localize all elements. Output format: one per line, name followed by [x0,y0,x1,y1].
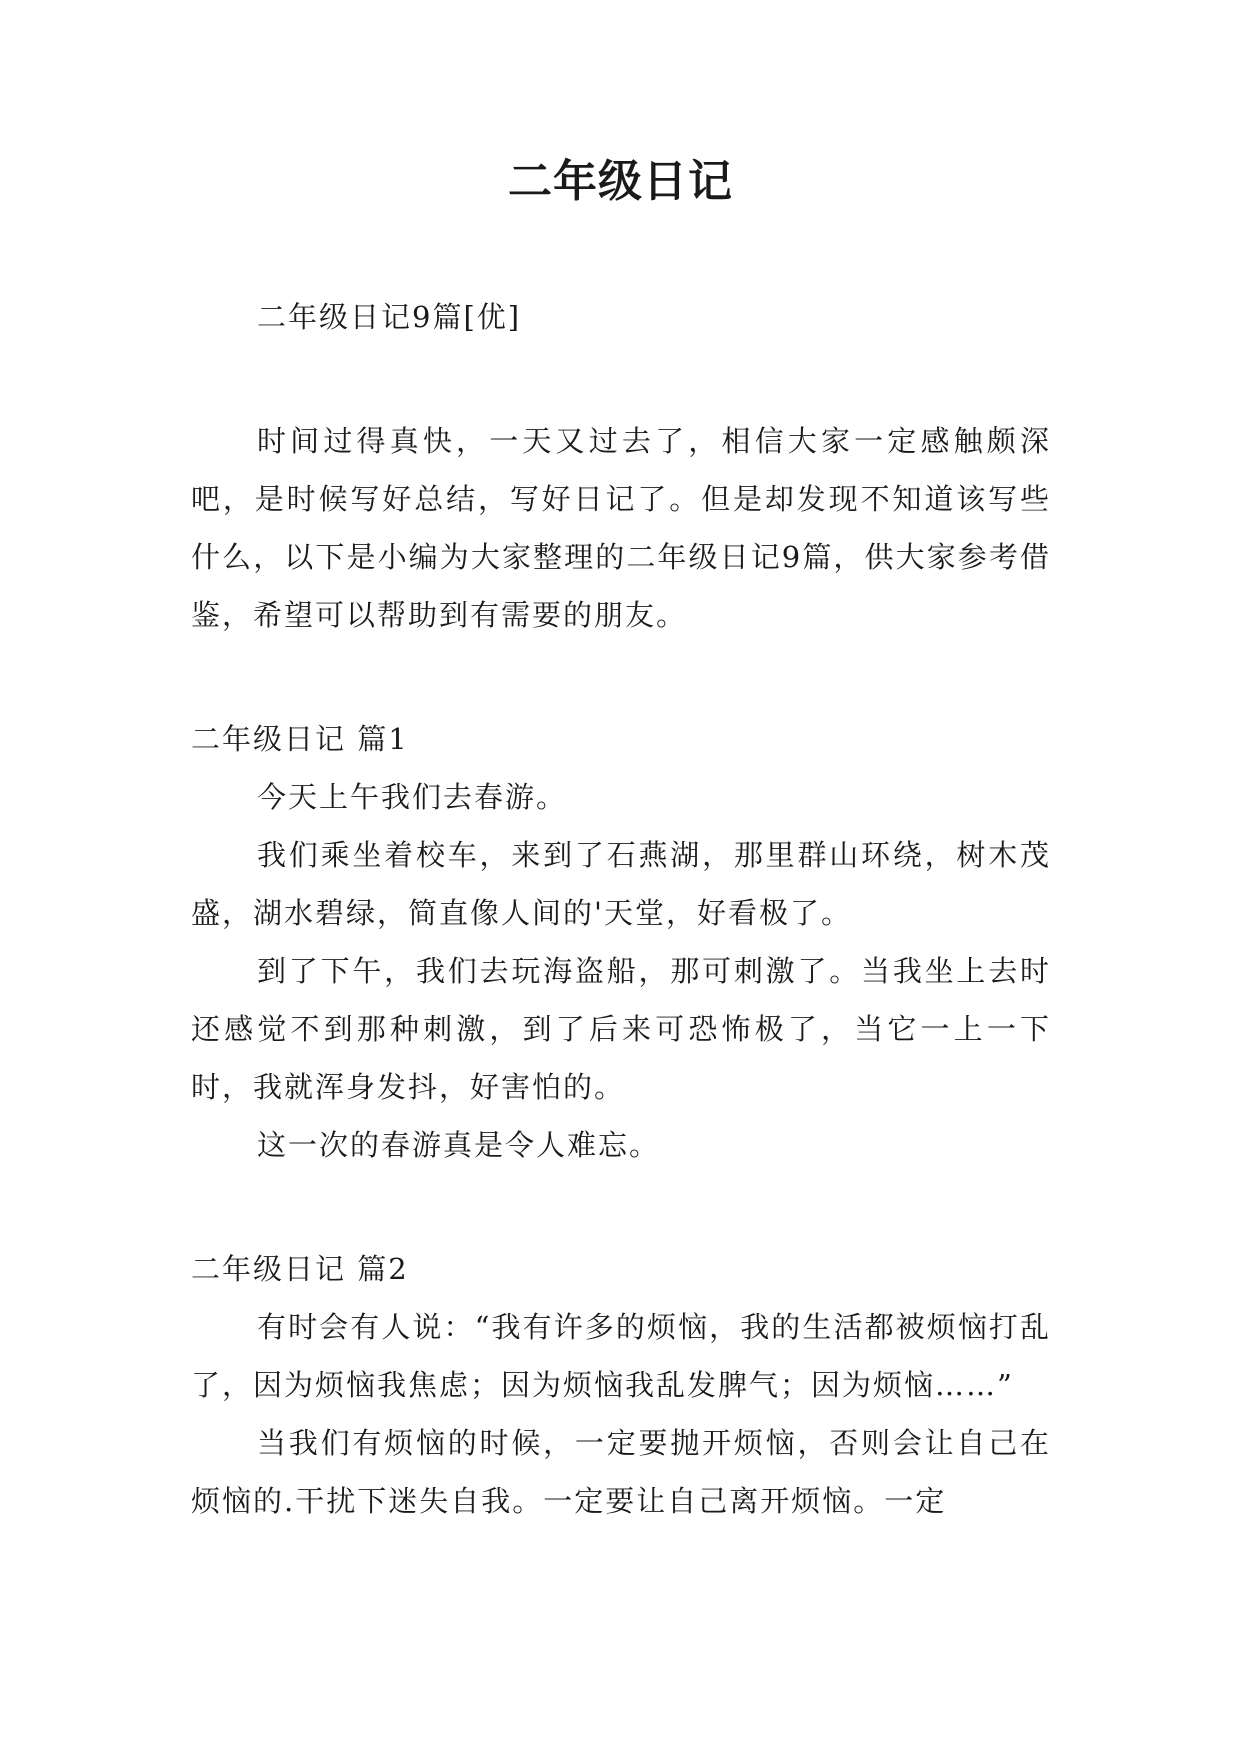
section-paragraph: 到了下午，我们去玩海盗船，那可刺激了。当我坐上去时还感觉不到那种刺激，到了后来可恐怖极了，当它一上一下时，我就浑身发抖，好害怕的。 [191,954,1051,1104]
section-paragraph: 当我们有烦恼的时候，一定要抛开烦恼，否则会让自己在烦恼的.干扰下迷失自我。一定要让自己离开烦恼。一定 [191,1426,1051,1518]
diary-section-1 [191,710,1051,1174]
section-paragraph: 今天上午我们去春游。 [257,780,568,814]
section-heading: 二年级日记 篇1 [191,722,409,756]
page-title: 二年级日记 [508,156,733,207]
section-paragraph: 有时会有人说：“我有许多的烦恼，我的生活都被烦恼打乱了，因为烦恼我焦虑；因为烦恼我乱发脾气；因为烦恼……” [191,1310,1051,1402]
section-paragraph: 我们乘坐着校车，来到了石燕湖，那里群山环绕，树木茂盛，湖水碧绿，简直像人间的'天堂，好看极了。 [191,838,1051,930]
section-heading: 二年级日记 篇2 [191,1252,409,1286]
document-body [191,288,1051,1530]
diary-section-2 [191,1240,1051,1530]
section-paragraph: 这一次的春游真是令人难忘。 [257,1128,661,1162]
intro-paragraph: 时间过得真快，一天又过去了，相信大家一定感触颇深吧，是时候写好总结，写好日记了。但是却发现不知道该写些什么，以下是小编为大家整理的二年级日记9篇，供大家参考借鉴，希望可以帮助到有需要的朋友。 [191,424,1051,632]
document-subtitle: 二年级日记9篇[优] [257,300,522,334]
